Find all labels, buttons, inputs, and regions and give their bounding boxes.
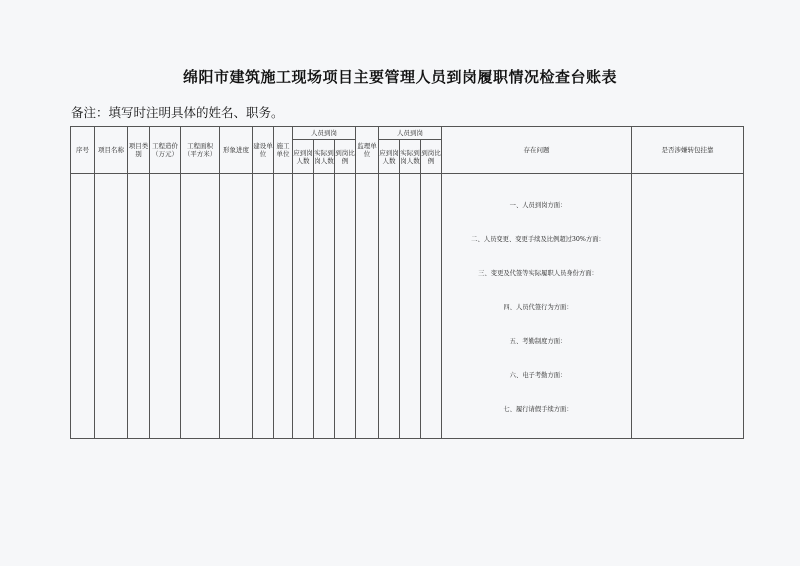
header-actual-count-2: 实际到岗人数: [400, 140, 421, 174]
cell-project-name: [95, 174, 128, 439]
header-should-count: 应到岗人数: [293, 140, 314, 174]
ledger-table-wrapper: [70, 126, 744, 439]
page-title: 绵阳市建筑施工现场项目主要管理人员到岗履职情况检查台账表: [182, 68, 617, 86]
cell-cost: [150, 174, 181, 439]
issue-item: 二、人员变更、变更手续及比例超过30%方面：: [471, 235, 605, 243]
header-construct-unit: 施工单位: [274, 127, 293, 174]
issue-item: 六、电子考勤方面：: [509, 371, 567, 379]
issue-item: 一、人员到岗方面：: [509, 201, 567, 209]
header-progress: 形象进度: [220, 127, 253, 174]
cell-actual-count-2: [400, 174, 421, 439]
header-area: 工程面积（平方米）: [181, 127, 220, 174]
header-should-count-2: 应到岗人数: [379, 140, 400, 174]
cell-supervise-unit: [356, 174, 379, 439]
issue-item: 三、变更及代签等实际履职人员身份方面：: [478, 269, 598, 277]
header-project-name: 项目名称: [95, 127, 128, 174]
cell-project-type: [128, 174, 150, 439]
header-group-supervise-staff: 人员到岗: [379, 127, 442, 140]
cell-seq: [71, 174, 95, 439]
note-text: 备注：填写时注明具体的姓名、职务。: [71, 105, 284, 120]
cell-progress: [220, 174, 253, 439]
header-group-construct-staff: 人员到岗: [293, 127, 356, 140]
header-supervise-unit: 监理单位: [356, 127, 379, 174]
header-ratio-2: 到岗比例: [421, 140, 442, 174]
issue-item: 五、考勤制度方面：: [509, 337, 567, 345]
header-ratio: 到岗比例: [335, 140, 356, 174]
cell-subcontract: [632, 174, 744, 439]
header-build-unit: 建设单位: [253, 127, 274, 174]
header-cost: 工程造价（万元）: [150, 127, 181, 174]
cell-build-unit: [253, 174, 274, 439]
header-subcontract: 是否涉嫌转包挂靠: [632, 127, 744, 174]
issue-item: 七、履行请假手续方面：: [503, 405, 573, 413]
ledger-table: [70, 126, 744, 439]
cell-should-count: [293, 174, 314, 439]
cell-should-count-2: [379, 174, 400, 439]
cell-ratio-2: [421, 174, 442, 439]
issue-item: 四、人员代签行为方面：: [503, 303, 573, 311]
header-seq: 序号: [71, 127, 95, 174]
cell-actual-count: [314, 174, 335, 439]
cell-area: [181, 174, 220, 439]
cell-construct-unit: [274, 174, 293, 439]
header-actual-count: 实际到岗人数: [314, 140, 335, 174]
cell-ratio: [335, 174, 356, 439]
cell-issues: [442, 174, 632, 439]
header-issues: 存在问题: [442, 127, 632, 174]
header-project-type: 项目类别: [128, 127, 150, 174]
